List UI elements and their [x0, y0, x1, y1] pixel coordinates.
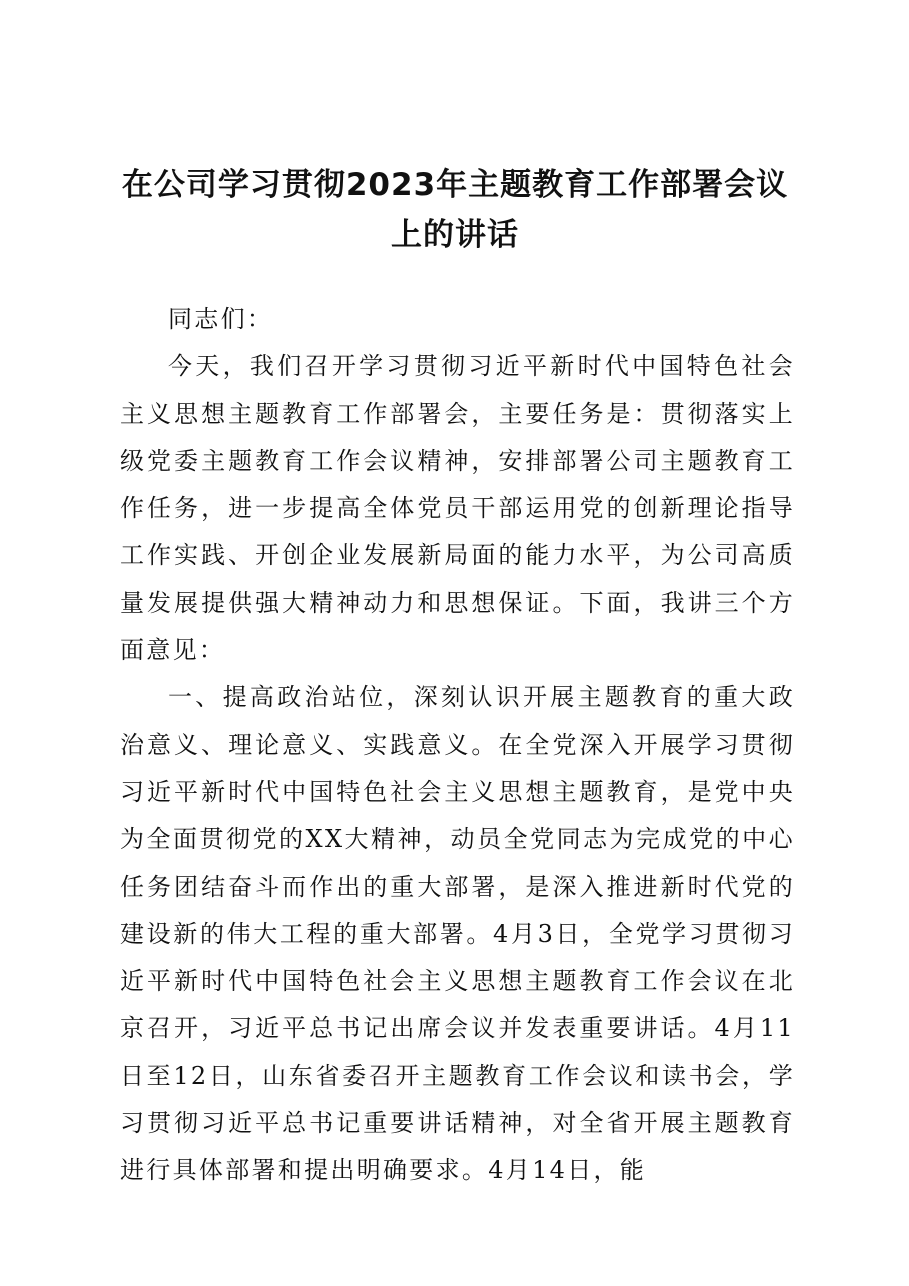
salutation: 同志们：	[168, 305, 274, 333]
paragraph-section-one: 一、提高政治站位，深刻认识开展主题教育的重大政治意义、理论意义、实践意义。在全党深入开展学习贯彻习近平新时代中国特色社会主义思想主题教育，是党中央为全面贯彻党的XX大精神，动员全党同志为完成党的中心任务团结奋斗而作出的重大部署，是深入推进新时代党的建设新的伟大工程的重大部署。4月3日，全党学习贯彻习近平新时代中国特色社会主义思想主题教育工作会议在北京召开，习近平总书记出席会议并发表重要讲话。4月11日至12日，山东省委召开主题教育工作会议和读书会，学习贯彻习近平总书记重要讲话精神，对全省开展主题教育进行具体部署和提出明确要求。4月14日，能	[120, 683, 795, 1185]
document-body	[120, 296, 795, 1195]
paragraph-intro: 今天，我们召开学习贯彻习近平新时代中国特色社会主义思想主题教育工作部署会，主要任务是：贯彻落实上级党委主题教育工作会议精神，安排部署公司主题教育工作任务，进一步提高全体党员干部运用党的创新理论指导工作实践、开创企业发展新局面的能力水平，为公司高质量发展提供强大精神动力和思想保证。下面，我讲三个方面意见：	[120, 352, 795, 665]
document-title: 在公司学习贯彻2023年主题教育工作部署会议上的讲话	[121, 167, 789, 253]
